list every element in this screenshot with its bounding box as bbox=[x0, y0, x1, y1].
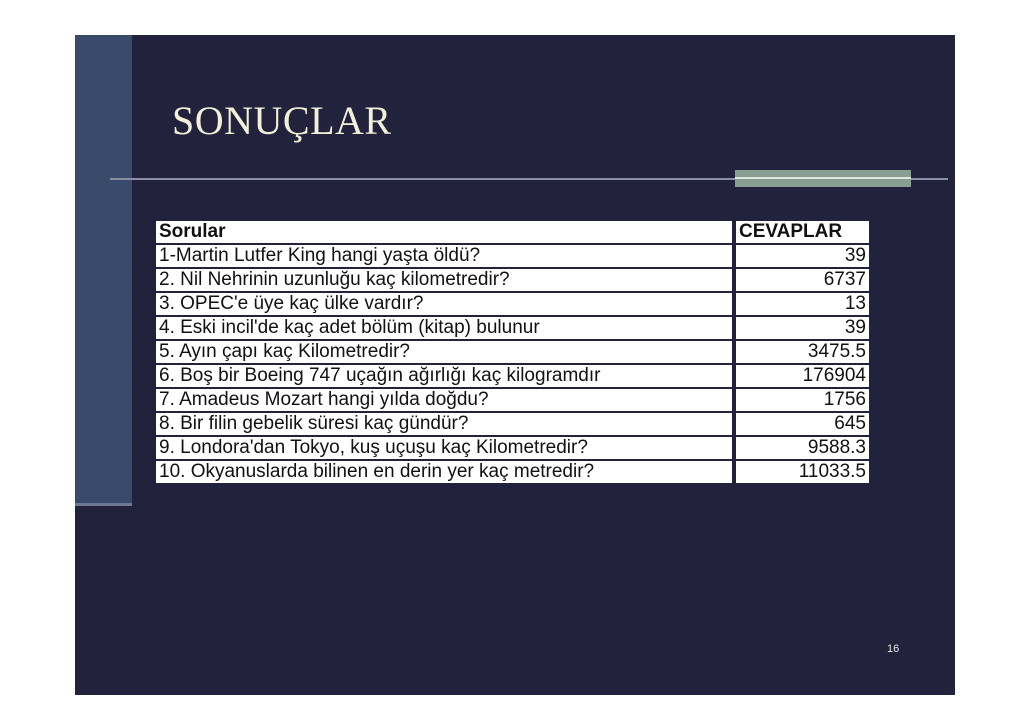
table-row bbox=[156, 437, 869, 459]
answer-cell: 13 bbox=[732, 293, 869, 315]
answer-cell: 3475.5 bbox=[732, 341, 869, 363]
table-row bbox=[156, 269, 869, 291]
answer-cell: 11033.5 bbox=[732, 461, 869, 483]
header-question: Sorular bbox=[156, 221, 732, 243]
answer-cell: 9588.3 bbox=[732, 437, 869, 459]
answer-cell: 39 bbox=[732, 245, 869, 267]
question-cell: 10. Okyanuslarda bilinen en derin yer kaç metredir? bbox=[156, 461, 732, 483]
answer-cell: 6737 bbox=[732, 269, 869, 291]
question-cell: 8. Bir filin gebelik süresi kaç gündür? bbox=[156, 413, 732, 435]
table-row bbox=[156, 317, 869, 339]
question-cell: 2. Nil Nehrinin uzunluğu kaç kilometredir? bbox=[156, 269, 732, 291]
question-cell: 7. Amadeus Mozart hangi yılda doğdu? bbox=[156, 389, 732, 411]
table-row bbox=[156, 341, 869, 363]
table-row bbox=[156, 293, 869, 315]
question-cell: 6. Boş bir Boeing 747 uçağın ağırlığı kaç kilogramdır bbox=[156, 365, 732, 387]
page-number: 16 bbox=[887, 643, 900, 655]
header-answer: CEVAPLAR bbox=[732, 221, 869, 243]
table-row bbox=[156, 365, 869, 387]
question-cell: 1-Martin Lutfer King hangi yaşta öldü? bbox=[156, 245, 732, 267]
left-decor-bar bbox=[75, 35, 132, 505]
results-table bbox=[156, 219, 869, 485]
answer-cell: 1756 bbox=[732, 389, 869, 411]
table-row bbox=[156, 245, 869, 267]
answer-cell: 39 bbox=[732, 317, 869, 339]
slide-title: SONUÇLAR bbox=[172, 98, 392, 143]
answer-cell: 645 bbox=[732, 413, 869, 435]
table-row bbox=[156, 461, 869, 483]
table-row bbox=[156, 413, 869, 435]
accent-bar bbox=[735, 170, 911, 187]
table-row bbox=[156, 389, 869, 411]
question-cell: 4. Eski incil'de kaç adet bölüm (kitap) bulunur bbox=[156, 317, 732, 339]
question-cell: 5. Ayın çapı kaç Kilometredir? bbox=[156, 341, 732, 363]
answer-cell: 176904 bbox=[732, 365, 869, 387]
table-header-row bbox=[156, 221, 869, 243]
question-cell: 3. OPEC'e üye kaç ülke vardır? bbox=[156, 293, 732, 315]
question-cell: 9. Londora'dan Tokyo, kuş uçuşu kaç Kilometredir? bbox=[156, 437, 732, 459]
slide bbox=[75, 35, 955, 695]
